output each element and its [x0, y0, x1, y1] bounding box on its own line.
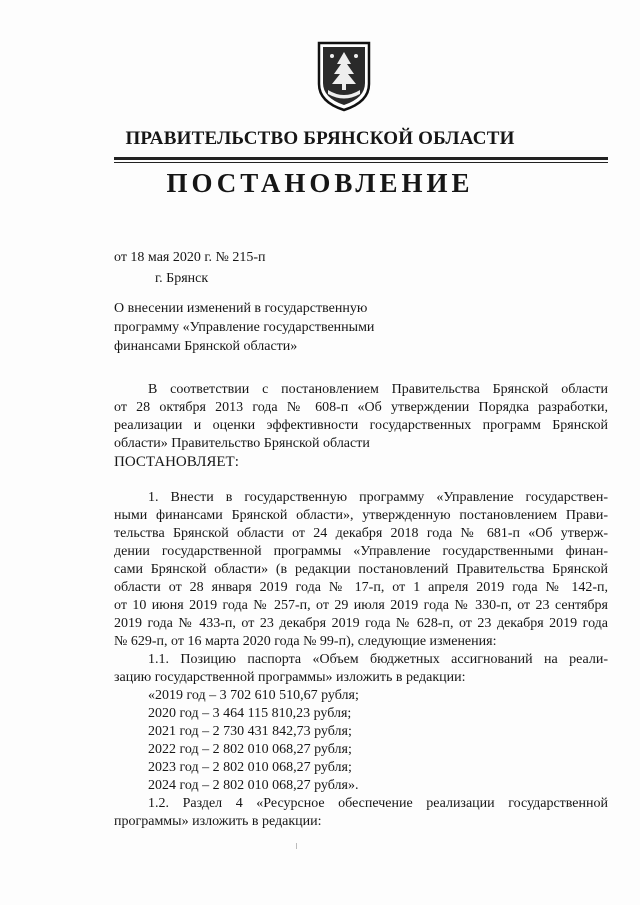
preamble-line: реализации и оценки эффективности государственных программ Брянской: [114, 418, 608, 433]
budget-line: 2020 год – 3 464 115 810,23 рубля;: [148, 706, 352, 721]
subject-line: программу «Управление государственными: [114, 320, 375, 335]
budget-line: 2024 год – 2 802 010 068,27 рубля».: [148, 778, 359, 793]
budget-line: 2021 год – 2 730 431 842,73 рубля;: [148, 724, 352, 739]
item1-line: дении государственной программы «Управление государственными финан-: [114, 544, 608, 559]
document-subject: [114, 299, 374, 356]
budget-line: 2023 год – 2 802 010 068,27 рубля;: [148, 760, 352, 775]
budget-line: 2022 год – 2 802 010 068,27 рубля;: [148, 742, 352, 757]
item11-line: 1.1. Позицию паспорта «Объем бюджетных ассигнований на реали-: [148, 652, 608, 667]
document-body: [114, 381, 608, 831]
header-rule-thick: [114, 157, 608, 160]
item1-line: от 10 июня 2019 года № 257-п, от 29 июля 2019 года № 330-п, от 23 сентября: [114, 598, 608, 613]
item1-line: ными финансами Брянской области», утвержденную постановлением Прави-: [114, 508, 608, 523]
header-rule-thin: [114, 162, 608, 163]
preamble-line: области» Правительство Брянской области: [114, 436, 370, 451]
preamble-line: от 28 октября 2013 года № 608-п «Об утверждении Порядка разработки,: [114, 400, 608, 415]
document-city: г. Брянск: [155, 271, 209, 286]
coat-of-arms-icon: [316, 40, 372, 112]
budget-list: [114, 687, 608, 795]
preamble-line: В соответствии с постановлением Правительства Брянской области: [148, 382, 608, 397]
item12-line: программы» изложить в редакции:: [114, 814, 322, 829]
item1-line: 1. Внести в государственную программу «Управление государствен-: [148, 490, 608, 505]
scan-mark: [296, 843, 297, 849]
item1-line: № 629-п, от 16 марта 2020 года № 99-п), следующие изменения:: [114, 634, 497, 649]
item11-line: зацию государственной программы» изложить в редакции:: [114, 670, 466, 685]
item1-line: тельства Брянской области от 24 декабря 2018 года № 681-п «Об утверж-: [114, 526, 608, 541]
item1-line: сами Брянской области» (в редакции постановлений Правительства Брянской: [114, 562, 608, 577]
budget-line: «2019 год – 3 702 610 510,67 рубля;: [148, 688, 359, 703]
document-type-title: ПОСТАНОВЛЕНИЕ: [166, 168, 474, 198]
subject-line: финансами Брянской области»: [114, 339, 298, 354]
item1-line: 2019 года № 433-п, от 23 декабря 2019 года № 628-п, от 23 декабря 2019 года: [114, 616, 608, 631]
resolves-heading: ПОСТАНОВЛЯЕТ:: [114, 454, 239, 470]
document-date-number: от 18 мая 2020 г. № 215-п: [114, 250, 266, 265]
item1-line: области от 28 января 2019 года № 17-п, от 1 апреля 2019 года № 142-п,: [114, 580, 608, 595]
subject-line: О внесении изменений в государственную: [114, 301, 368, 316]
organization-title: ПРАВИТЕЛЬСТВО БРЯНСКОЙ ОБЛАСТИ: [125, 128, 515, 149]
item12-line: 1.2. Раздел 4 «Ресурсное обеспечение реализации государственной: [148, 796, 608, 811]
